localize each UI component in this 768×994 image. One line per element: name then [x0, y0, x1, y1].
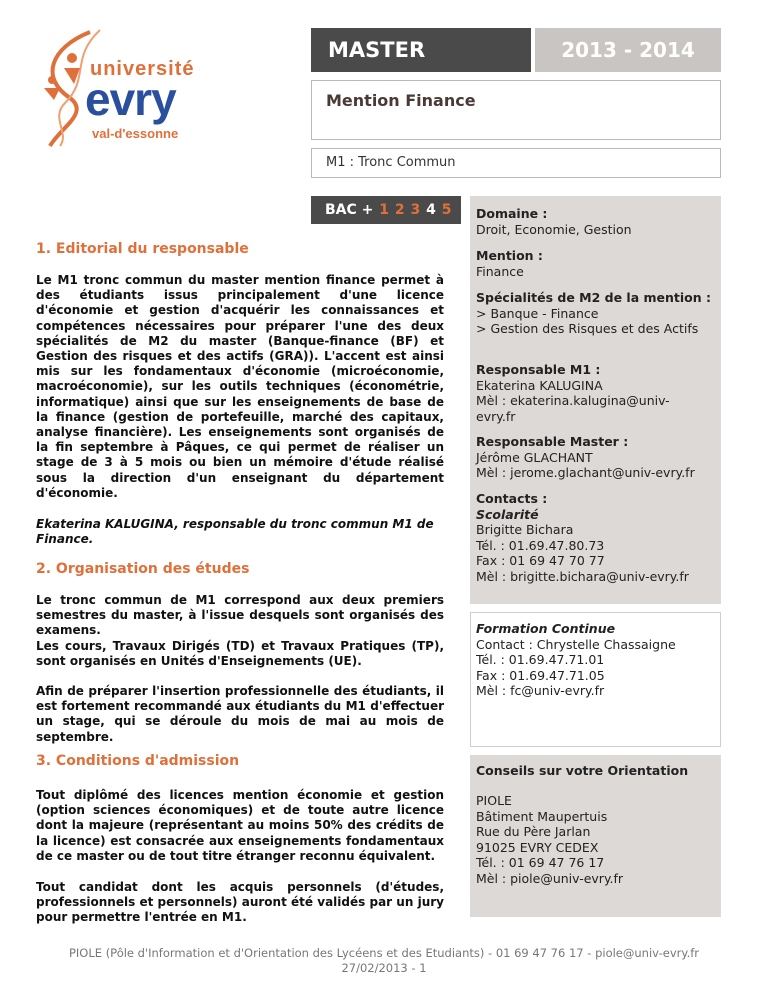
bac-level-2: 2 [394, 202, 405, 218]
fc-contact: Contact : Chrystelle Chassaigne [476, 636, 676, 652]
piole-address-block [476, 793, 716, 886]
bac-label: BAC + [325, 202, 374, 218]
responsable-master-label: Responsable Master : [476, 434, 629, 449]
responsable-m1-name: Ekaterina KALUGINA [476, 377, 603, 393]
responsable-m1-block [476, 362, 716, 424]
specialite-2: > Gestion des Risques et des Actifs [476, 321, 699, 336]
bac-level-3: 3 [410, 202, 421, 218]
piole-building: Bâtiment Maupertuis [476, 808, 608, 824]
footer [0, 946, 768, 976]
bac-level-bar [311, 196, 461, 224]
piole-name: PIOLE [476, 793, 512, 808]
editorial-signature: Ekaterina KALUGINA, responsable du tronc commun M1 de Finance. [36, 517, 434, 547]
domaine-value: Droit, Economie, Gestion [476, 221, 632, 237]
responsable-m1-mail-cont[interactable]: evry.fr [476, 408, 516, 424]
responsable-m1-mail[interactable]: Mèl : ekaterina.kalugina@univ- [476, 393, 670, 408]
specialites-block [476, 290, 716, 337]
scolarite-label: Scolarité [476, 506, 539, 522]
formation-continue-panel [470, 612, 721, 747]
contacts-label: Contacts : [476, 491, 548, 506]
fc-fax: Fax : 01.69.47.71.05 [476, 667, 605, 683]
master-bar: MASTER [311, 28, 531, 72]
footer-contact-line: PIOLE (Pôle d'Information et d'Orientation des Lycéens et des Etudiants) - 01 69 47 76 17 - piole@univ-evry.fr [68, 946, 699, 960]
responsable-m1-label: Responsable M1 : [476, 362, 601, 377]
responsable-master-name: Jérôme GLACHANT [476, 449, 593, 465]
admission-heading: 3. Conditions d'admission [36, 753, 240, 769]
formation-continue-block [476, 621, 716, 699]
organisation-p3: Afin de préparer l'insertion professionnelle des étudiants, il est fortement recommandé aux étudiants du M1 d'effectuer un stage, qui se déroule du mois de mai au mois de septembre. [36, 684, 444, 744]
bac-level-4: 4 [426, 202, 436, 218]
m1-box [311, 148, 721, 178]
contacts-block [476, 491, 721, 584]
logo-text-val-essonne: val-d'essonne [92, 126, 179, 141]
domaine-label: Domaine : [476, 206, 548, 221]
mention-block [476, 248, 716, 279]
specialite-1: > Banque - Finance [476, 305, 599, 321]
admission-p2: Tout candidat dont les acquis personnels (d'études, professionnels et personnels) auront été validés par un jury pour permettre l'entrée en M1. [36, 880, 444, 925]
m1-label: M1 : Tronc Commun [326, 155, 456, 170]
mention-title: Mention Finance [326, 91, 476, 110]
scolarite-tel: Tél. : 01.69.47.80.73 [476, 537, 605, 553]
domaine-block [476, 206, 716, 237]
admission-p1: Tout diplômé des licences mention économie et gestion (option sciences économiques) et de toute autre licence dont la majeure (représentant au moins 50% des crédits de la licence) est consacrée aux enseignements fondamentaux de ce master ou de tout titre étranger reconnu équivalent. [36, 788, 444, 863]
footer-date-page: 27/02/2013 - 1 [341, 961, 427, 975]
editorial-body: Le M1 tronc commun du master mention finance permet à des étudiants issus principalement d'une licence d'économie et gestion d'acquérir les connaissances et compétences nécessaires pour préparer l'une des deux spécialités de M2 du master (Banque-finance (BF) et Gestion des risques et des actifs (GRA)). L'accent est ainsi mis sur les fondamentaux d'économie (microéconomie, macroéconomie), sur les outils techniques (économétrie, informatique) ainsi que sur les enseignements de base de la finance (gestion de portefeuille, marché des capitaux, analyse financière). Les enseignements sont organisés de la fin septembre à Pâques, ce qui permet de réaliser un stage de 3 à 5 mois ou bien un mémoire d'étude réalisé sous la direction d'un enseignant du département d'économie. [36, 273, 444, 500]
responsable-master-block [476, 434, 721, 481]
scolarite-name: Brigitte Bichara [476, 522, 574, 537]
bac-level-1: 1 [379, 202, 390, 218]
scolarite-mail[interactable]: Mèl : brigitte.bichara@univ-evry.fr [476, 568, 689, 584]
piole-street: Rue du Père Jarlan [476, 824, 591, 839]
organisation-p2: Les cours, Travaux Dirigés (TD) et Travaux Pratiques (TP), sont organisés en Unités d'Enseignements (UE). [36, 639, 444, 669]
fc-tel: Tél. : 01.69.47.71.01 [476, 652, 605, 667]
formation-continue-label: Formation Continue [476, 621, 616, 636]
piole-tel: Tél. : 01 69 47 76 17 [476, 855, 605, 870]
fc-mail[interactable]: Mèl : fc@univ-evry.fr [476, 683, 605, 698]
year-bar: 2013 - 2014 [535, 28, 721, 72]
bac-level-5: 5 [441, 202, 452, 218]
editorial-heading: 1. Editorial du responsable [36, 241, 249, 257]
organisation-heading: 2. Organisation des études [36, 561, 250, 577]
mention-value: Finance [476, 263, 524, 279]
specialites-label: Spécialités de M2 de la mention : [476, 290, 711, 305]
sidebar-info-panel [470, 196, 721, 604]
scolarite-fax: Fax : 01 69 47 70 77 [476, 553, 605, 568]
piole-city: 91025 EVRY CEDEX [476, 839, 599, 855]
orientation-panel [470, 755, 721, 917]
logo-text-evry: evry [85, 73, 176, 125]
orientation-heading: Conseils sur votre Orientation [476, 763, 689, 778]
university-logo [30, 28, 210, 148]
mention-label: Mention : [476, 248, 543, 263]
organisation-p1: Le tronc commun de M1 correspond aux deux premiers semestres du master, à l'issue desquels sont organisés des examens. [36, 593, 444, 638]
logo-text-universite: université [90, 58, 195, 80]
piole-mail[interactable]: Mèl : piole@univ-evry.fr [476, 870, 624, 886]
mention-box [311, 80, 721, 140]
responsable-master-mail[interactable]: Mèl : jerome.glachant@univ-evry.fr [476, 465, 695, 480]
